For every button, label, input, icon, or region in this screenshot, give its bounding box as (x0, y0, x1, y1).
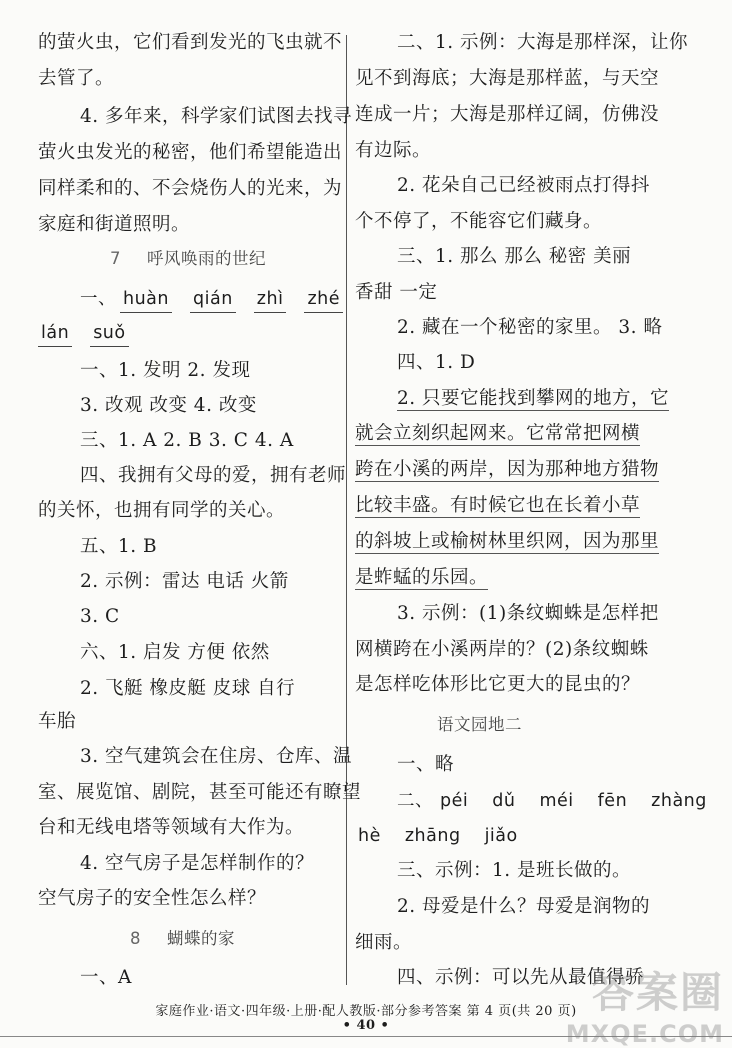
answer-text: 见不到海底；大海是那样蓝，与天空 (355, 68, 660, 89)
section-heading-8: 8 蝴蝶的家 (130, 929, 235, 948)
answer-text: 2. 母爱是什么？母爱是润物的 (397, 896, 651, 917)
watermark (566, 960, 724, 1048)
answer-line (38, 176, 342, 202)
answer-line (38, 140, 342, 166)
answer-line (397, 30, 688, 56)
watermark-url: MXQE.COM (565, 1020, 724, 1048)
column-divider (346, 35, 347, 985)
answer-text: 去管了。 (38, 68, 115, 89)
pinyin-answers-row-2: lán suǒ (38, 320, 147, 346)
answer-text: 香甜 一定 (355, 282, 438, 303)
answer-text: 台和无线电塔等领域有大作为。 (38, 817, 305, 838)
answer-text: 有边际。 (355, 140, 432, 161)
answer-text: 空气房子的安全性怎么样？ (38, 888, 267, 909)
answer-text: 连成一片；大海是那样辽阔，仿佛没 (355, 104, 660, 125)
answer-line (355, 66, 659, 92)
answer-line (80, 393, 257, 419)
answer-text: 是怎样吃体形比它更大的昆虫的？ (355, 674, 641, 695)
answer-line (80, 676, 295, 702)
answer-text: 家庭和街道照明。 (38, 214, 191, 235)
answer-text: 网横跨在小溪两岸的？(2)条纹蜘蛛 (355, 639, 649, 660)
footer-info: 家庭作业·语文·四年级·上册·配人教版·部分参考答案 第 4 页(共 20 页) (155, 1004, 577, 1019)
answer-text: 3. C (80, 606, 120, 627)
answer-line (355, 930, 412, 956)
answer-line (355, 421, 640, 447)
answer-line (355, 280, 437, 306)
answer-text: 六、1. 启发 方便 依然 (80, 642, 270, 663)
answer-text: 4. 多年来，科学家们试图去找寻 (80, 106, 353, 127)
answer-line (397, 858, 631, 884)
answer-text: 的关怀，也拥有同学的关心。 (38, 500, 286, 521)
answer-text: 萤火虫发光的秘密，他们希望能造出 (38, 142, 343, 163)
answer-line (38, 498, 285, 524)
answer-text: 是蚱蜢的乐园。 (355, 567, 489, 588)
answer-line (38, 780, 361, 806)
answer-text: 三、1. 那么 那么 秘密 美丽 (397, 246, 632, 267)
pinyin-answers-row-3: 二、 péi dǔ méi fēn zhàng (397, 791, 707, 811)
answer-text: 2. 只要它能找到攀网的地方，它 (397, 388, 670, 409)
answer-line (38, 815, 304, 841)
answer-line (80, 428, 294, 454)
answer-line (397, 173, 650, 199)
answer-text: 2. 花朵自己已经被雨点打得抖 (397, 175, 651, 196)
answer-text: 跨在小溪的两岸，因为那种地方猎物 (355, 459, 660, 480)
answer-line (397, 315, 662, 341)
page-number: • 40 • (342, 1018, 390, 1033)
answer-line (355, 493, 640, 519)
answer-text: 二、1. 示例：大海是那样深，让你 (397, 32, 689, 53)
answer-line (355, 457, 659, 483)
answer-line (38, 709, 76, 735)
answer-line (80, 104, 352, 130)
answer-text: 同样柔和的、不会烧伤人的光来，为 (38, 178, 343, 199)
answer-line (38, 212, 190, 238)
answer-line (397, 350, 475, 376)
answer-line (80, 851, 314, 877)
answer-text: 个不停了，不能容它们藏身。 (355, 211, 603, 232)
answer-line (397, 244, 631, 270)
answer-line (397, 752, 454, 778)
answer-line (397, 601, 659, 627)
answer-text: 的萤火虫，它们看到发光的飞虫就不 (38, 32, 343, 53)
answer-line (80, 965, 132, 991)
answer-text: 一、A (80, 967, 132, 988)
answer-text: 的斜坡上或榆树林里织网，因为那里 (355, 531, 660, 552)
answer-line (355, 102, 659, 128)
answer-text: 就会立刻织起网来。它常常把网横 (355, 423, 641, 444)
answer-text: 2. 藏在一个秘密的家里。 3. 略 (397, 317, 663, 338)
answer-text: 细雨。 (355, 932, 413, 953)
section-heading-yuwenyuandi: 语文园地二 (437, 715, 522, 734)
answer-text: 四、示例：可以先从最值得骄 (397, 967, 645, 988)
answer-text: 一、略 (397, 754, 455, 775)
answer-line (355, 138, 431, 164)
answer-text: 车胎 (38, 711, 77, 732)
answer-text: 一、1. 发明 2. 发现 (80, 360, 251, 381)
answer-line (38, 886, 266, 912)
answer-line (355, 209, 602, 235)
answer-line (80, 463, 346, 489)
answer-line (355, 672, 640, 698)
answer-line (80, 640, 270, 666)
pinyin-answers-row-4: hè zhāng jiǎo (358, 826, 518, 846)
answer-text: 三、1. A 2. B 3. C 4. A (80, 430, 294, 451)
answer-line (80, 358, 250, 384)
watermark-logo-text: 答案圈 (591, 968, 724, 1017)
answer-text: 四、我拥有父母的爱，拥有老师 (80, 465, 347, 486)
answer-text: 3. 改观 改变 4. 改变 (80, 395, 257, 416)
answer-line (80, 534, 157, 560)
answer-text: 4. 空气房子是怎样制作的？ (80, 853, 315, 874)
answer-text: 比较丰盛。有时候它也在长着小草 (355, 495, 641, 516)
answer-line (38, 66, 114, 92)
answer-line (80, 604, 120, 630)
answer-line (80, 569, 289, 595)
answer-text: 2. 飞艇 橡皮艇 皮球 自行 (80, 678, 296, 699)
answer-text: 四、1. D (397, 352, 476, 373)
answer-line (38, 30, 342, 56)
section-heading-7: 7 呼风唤雨的世纪 (110, 249, 266, 268)
answer-line (397, 894, 650, 920)
answer-line (355, 565, 488, 591)
answer-line (397, 386, 669, 412)
answer-text: 五、1. B (80, 536, 158, 557)
answer-line (355, 637, 649, 663)
answer-text: 2. 示例：雷达 电话 火箭 (80, 571, 289, 592)
answer-line (355, 529, 659, 555)
answer-text: 3. 示例：(1)条纹蜘蛛是怎样把 (397, 603, 659, 624)
answer-text: 3. 空气建筑会在住房、仓库、温 (80, 746, 353, 767)
answer-line (80, 744, 352, 770)
pinyin-answers-row-1: 一、 huàn qián zhì zhé (80, 286, 361, 312)
answer-text: 室、展览馆、剧院，甚至可能还有瞭望 (38, 782, 362, 803)
answer-text: 三、示例：1. 是班长做的。 (397, 860, 632, 881)
